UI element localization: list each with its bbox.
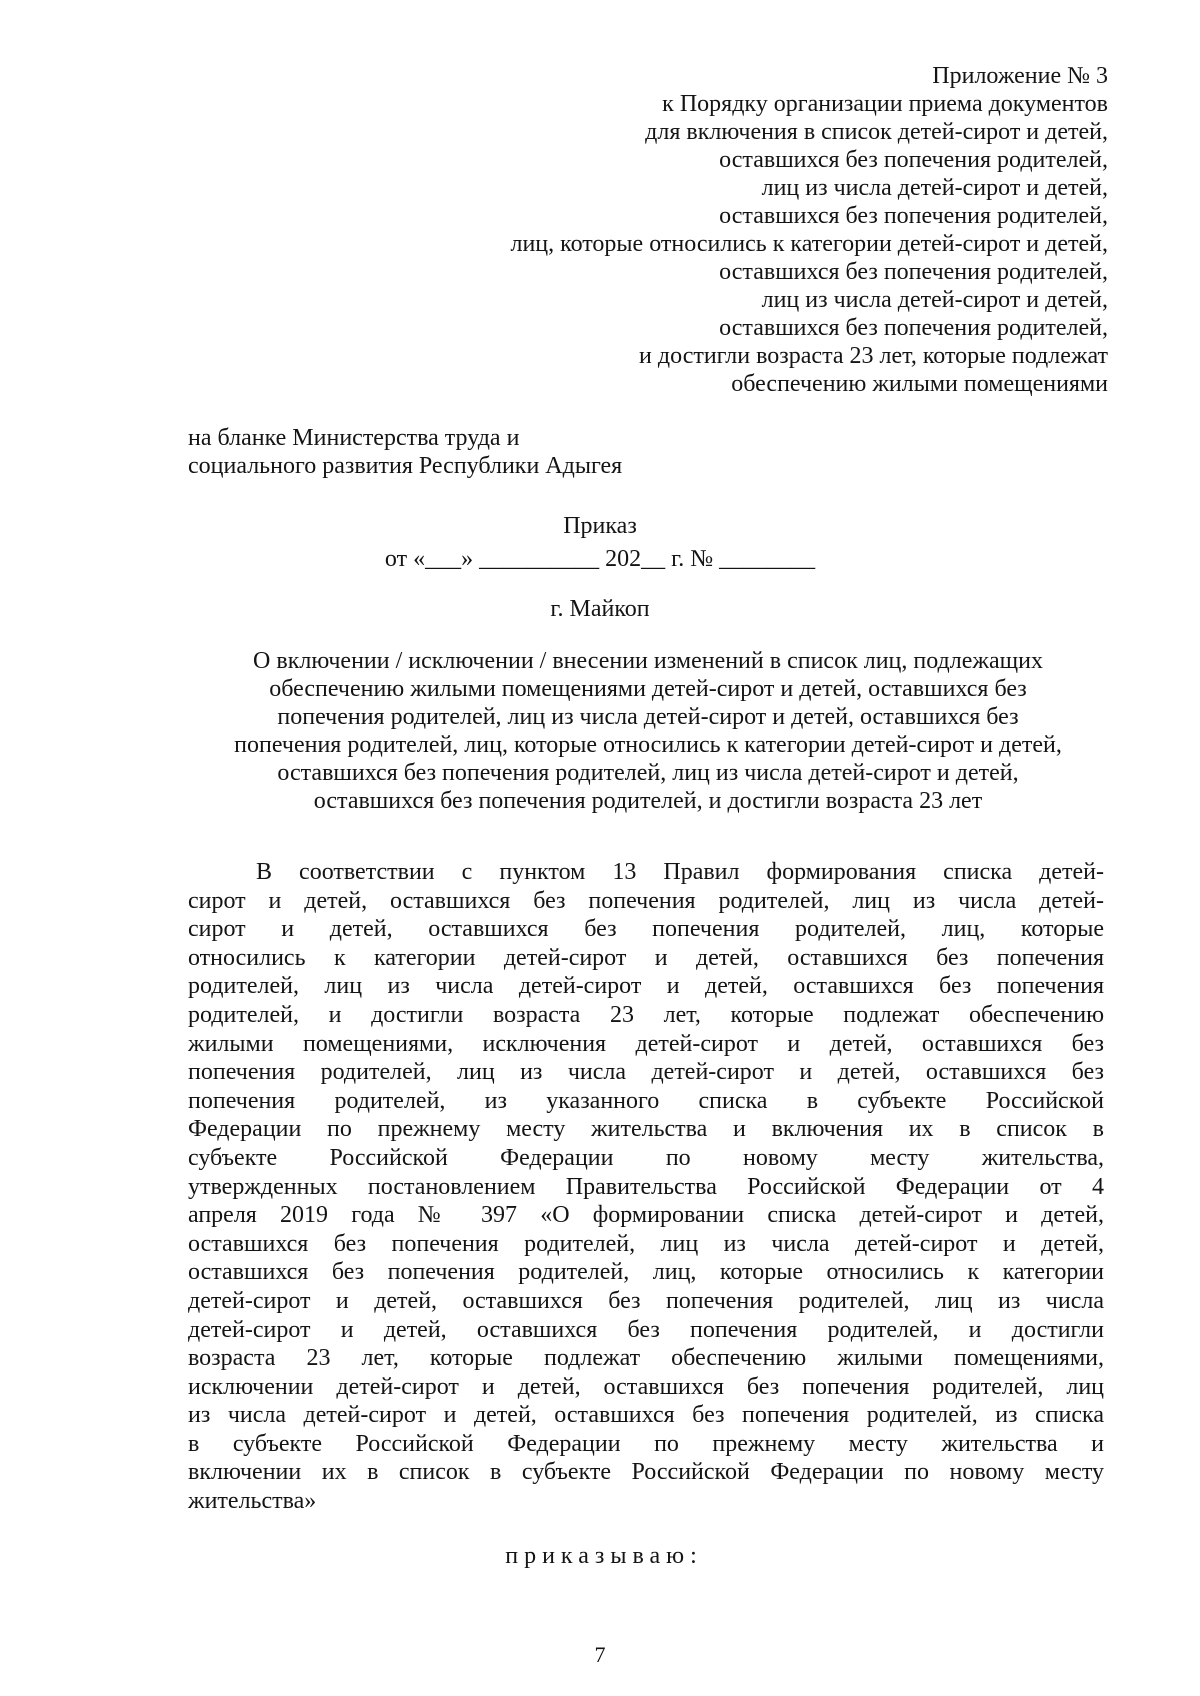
body-line: В соответствии с пунктом 13 Правил формирования списка детей- — [256, 859, 1104, 885]
body-line: жительства» — [188, 1488, 317, 1515]
body-line: субъекте Российской Федерации по новому месту жительства, — [188, 1144, 1104, 1171]
subject-line: оставшихся без попечения родителей, и достигли возраста 23 лет — [313, 788, 983, 814]
appendix-line: оставшихся без попечения родителей, — [719, 147, 1108, 173]
letterhead-line: социального развития Республики Адыгея — [188, 453, 623, 479]
appendix-line: лиц из числа детей-сирот и детей, — [761, 175, 1108, 201]
appendix-line: к Порядку организации приема документов — [662, 91, 1108, 117]
body-line: оставшихся без попечения родителей, лиц из числа детей-сирот и детей, — [188, 1230, 1104, 1257]
orders-keyword: приказываю: — [505, 1543, 703, 1569]
body-line: в субъекте Российской Федерации по прежнему месту жительства и — [188, 1430, 1104, 1457]
body-line: возраста 23 лет, которые подлежат обеспечению жилыми помещениями, — [188, 1345, 1104, 1372]
body-line: жилыми помещениями, исключения детей-сирот и детей, оставшихся без — [188, 1030, 1104, 1057]
order-city: г. Майкоп — [550, 596, 650, 622]
body-line: из числа детей-сирот и детей, оставшихся без попечения родителей, из списка — [188, 1402, 1104, 1429]
appendix-line: и достигли возраста 23 лет, которые подлежат — [639, 343, 1108, 369]
order-title: Приказ — [563, 513, 637, 539]
body-line: утвержденных постановлением Правительства Российской Федерации от 4 — [188, 1173, 1104, 1200]
subject-line: попечения родителей, лиц из числа детей-сирот и детей, оставшихся без — [277, 704, 1019, 730]
appendix-line: Приложение № 3 — [932, 63, 1108, 89]
body-line: сирот и детей, оставшихся без попечения родителей, лиц, которые — [188, 916, 1104, 943]
page-number: 7 — [594, 1642, 606, 1667]
body-line: сирот и детей, оставшихся без попечения родителей, лиц из числа детей- — [188, 887, 1104, 914]
body-line: исключении детей-сирот и детей, оставшихся без попечения родителей, лиц — [188, 1373, 1104, 1400]
body-line: включении их в список в субъекте Российской Федерации по новому месту — [188, 1459, 1104, 1486]
body-line: оставшихся без попечения родителей, лиц, которые относились к категории — [188, 1259, 1104, 1286]
letterhead-line: на бланке Министерства труда и — [188, 425, 520, 451]
order-body-paragraph — [188, 858, 1104, 1516]
body-line: детей-сирот и детей, оставшихся без попечения родителей, лиц из числа — [188, 1287, 1104, 1314]
subject-line: оставшихся без попечения родителей, лиц из числа детей-сирот и детей, — [277, 760, 1019, 786]
body-line: родителей, и достигли возраста 23 лет, которые подлежат обеспечению — [188, 1001, 1104, 1028]
body-line: попечения родителей, из указанного списка в субъекте Российской — [188, 1087, 1104, 1114]
subject-line: обеспечению жилыми помещениями детей-сирот и детей, оставшихся без — [269, 676, 1027, 702]
letterhead-note — [188, 424, 788, 480]
body-line: апреля 2019 года № 397 «О формировании списка детей-сирот и детей, — [188, 1202, 1104, 1229]
body-line: детей-сирот и детей, оставшихся без попечения родителей, и достигли — [188, 1316, 1104, 1343]
appendix-line: обеспечению жилыми помещениями — [731, 371, 1108, 397]
appendix-line: лиц, которые относились к категории детей-сирот и детей, — [510, 231, 1108, 257]
order-subject — [188, 647, 1108, 815]
body-line: родителей, лиц из числа детей-сирот и детей, оставшихся без попечения — [188, 973, 1104, 1000]
appendix-line: оставшихся без попечения родителей, — [719, 259, 1108, 285]
appendix-line: оставшихся без попечения родителей, — [719, 315, 1108, 341]
body-line: Федерации по прежнему месту жительства и включения их в список в — [188, 1116, 1104, 1143]
body-line: попечения родителей, лиц из числа детей-сирот и детей, оставшихся без — [188, 1059, 1104, 1086]
appendix-line: оставшихся без попечения родителей, — [719, 203, 1108, 229]
subject-line: попечения родителей, лиц, которые относились к категории детей-сирот и детей, — [234, 732, 1062, 758]
appendix-line: для включения в список детей-сирот и детей, — [645, 119, 1108, 145]
order-date-line: от «___» __________ 202__ г. № ________ — [384, 546, 816, 572]
appendix-header — [308, 62, 1108, 398]
body-line: относились к категории детей-сирот и детей, оставшихся без попечения — [188, 944, 1104, 971]
appendix-line: лиц из числа детей-сирот и детей, — [761, 287, 1108, 313]
subject-line: О включении / исключении / внесении изменений в список лиц, подлежащих — [253, 648, 1043, 674]
